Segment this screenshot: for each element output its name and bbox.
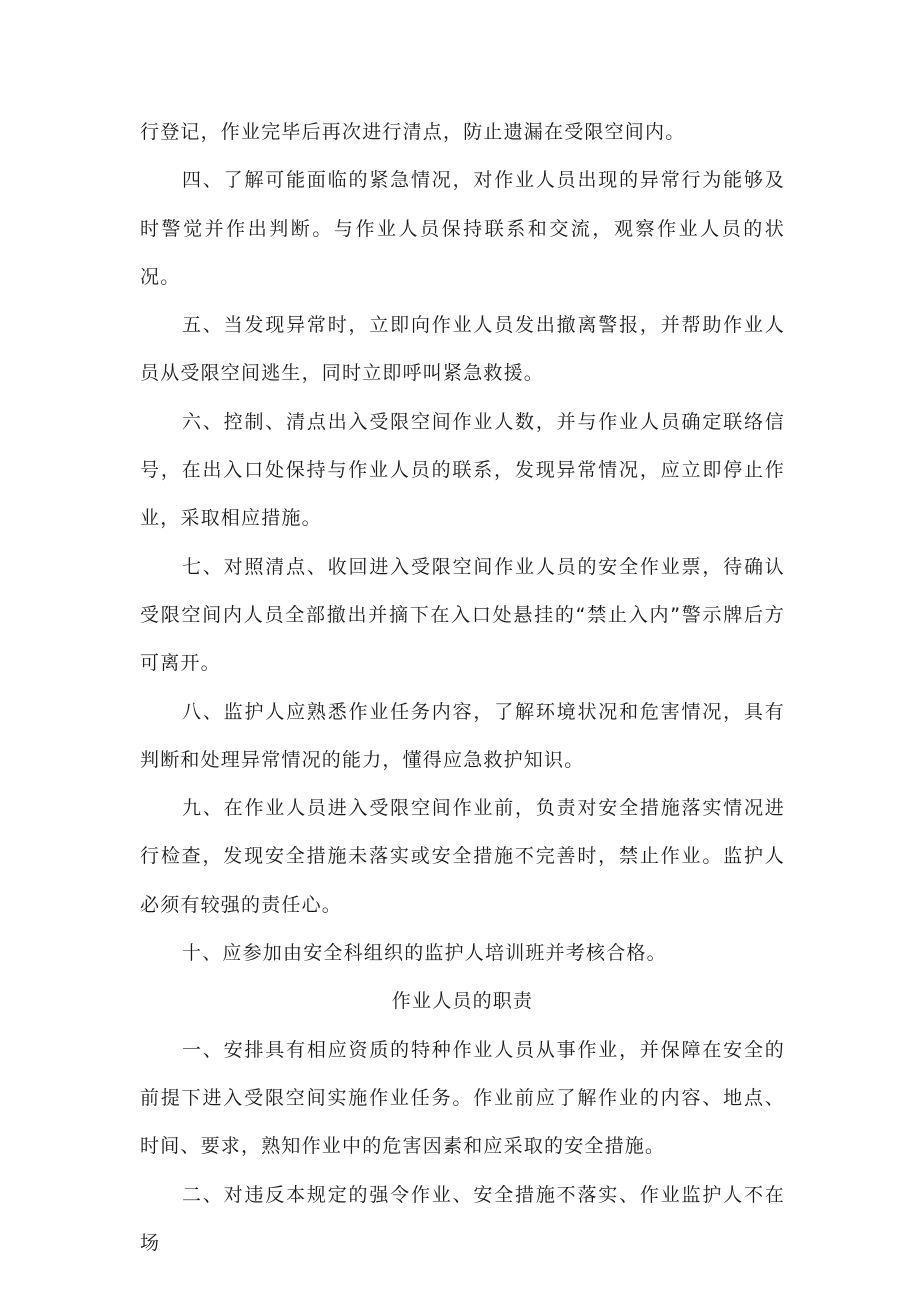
paragraph-item-5: 五、当发现异常时，立即向作业人员发出撤离警报，并帮助作业人员从受限空间逃生，同时立即呼叫紧急救援。	[140, 314, 785, 385]
paragraph-item-8: 八、监护人应熟悉作业任务内容，了解环境状况和危害情况，具有判断和处理异常情况的能力，懂得应急救护知识。	[140, 700, 785, 771]
paragraph-item-6: 六、控制、清点出入受限空间作业人数，并与作业人员确定联络信号，在出入口处保持与作业人员的联系，发现异常情况，应立即停止作业，采取相应措施。	[140, 410, 785, 530]
paragraph-item-10: 十、应参加由安全科组织的监护人培训班并考核合格。	[182, 942, 667, 965]
section-title: 作业人员的职责	[391, 990, 534, 1013]
document-body	[140, 108, 785, 1267]
paragraph-item-7: 七、对照清点、收回进入受限空间作业人员的安全作业票，待确认受限空间内人员全部撤出并摘下在入口处悬挂的“禁止入内”警示牌后方可离开。	[140, 555, 785, 675]
paragraph-continuation: 行登记，作业完毕后再次进行清点，防止遗漏在受限空间内。	[140, 121, 686, 143]
section-paragraph-item-1: 一、安排具有相应资质的特种作业人员从事作业，并保障在安全的前提下进入受限空间实施作业任务。作业前应了解作业的内容、地点、时间、要求，熟知作业中的危害因素和应采取的安全措施。	[140, 1038, 785, 1158]
section-paragraph-item-2: 二、对违反本规定的强令作业、安全措施不落实、作业监护人不在场	[140, 1183, 785, 1254]
paragraph-item-9: 九、在作业人员进入受限空间作业前，负责对安全措施落实情况进行检查，发现安全措施未落实或安全措施不完善时，禁止作业。监护人必须有较强的责任心。	[140, 797, 785, 916]
paragraph-item-4: 四、了解可能面临的紧急情况，对作业人员出现的异常行为能够及时警觉并作出判断。与作业人员保持联系和交流，观察作业人员的状况。	[140, 169, 785, 288]
